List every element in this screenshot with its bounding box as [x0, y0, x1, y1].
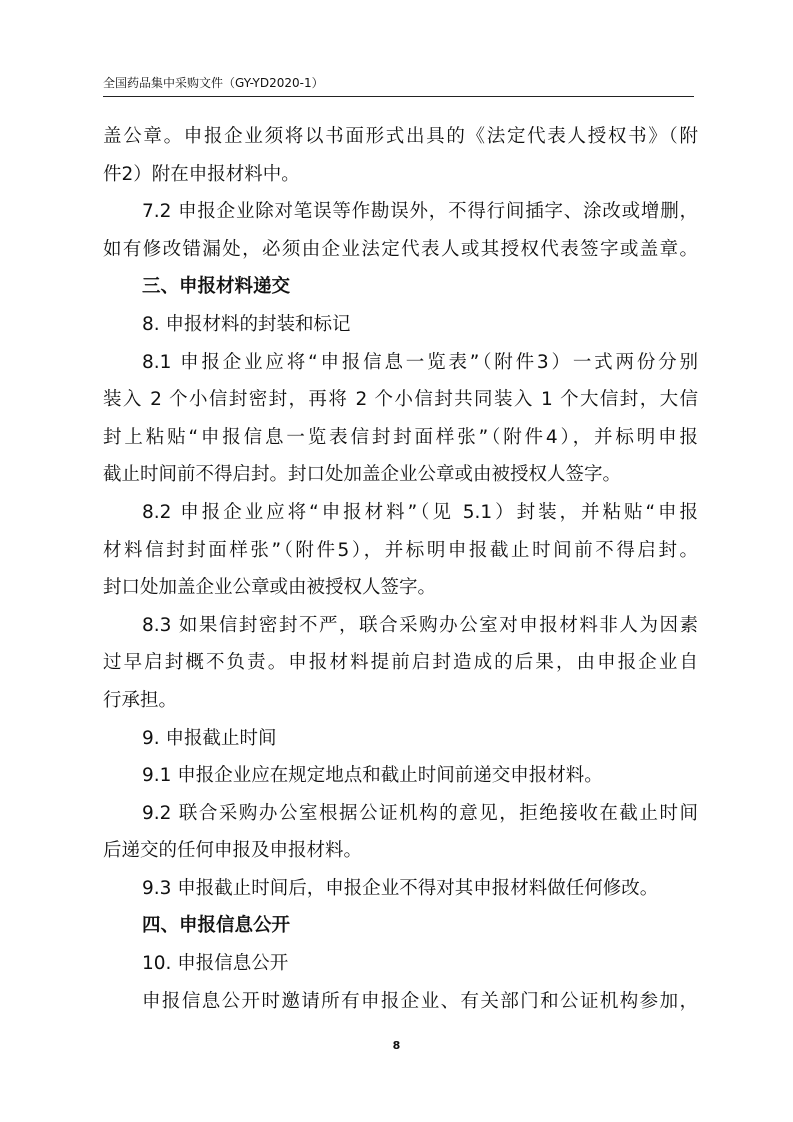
body-line: 封上粘贴“申报信息一览表信封封面样张”（附件4），并标明申报	[103, 426, 698, 448]
subsection-heading: 9. 申报截止时间	[142, 727, 277, 749]
body-line: 如有修改错漏处，必须由企业法定代表人或其授权代表签字或盖章。	[103, 238, 698, 260]
section-heading: 三、申报材料递交	[142, 276, 291, 298]
body-line: 申报信息公开时邀请所有申报企业、有关部门和公证机构参加，	[142, 990, 698, 1012]
page-number: 8	[392, 1039, 401, 1052]
body-line: 后递交的任何申报及申报材料。	[103, 840, 363, 862]
section-heading: 四、申报信息公开	[142, 915, 291, 937]
body-line: 8.3 如果信封密封不严，联合采购办公室对申报材料非人为因素	[142, 614, 698, 636]
header-divider	[103, 96, 694, 97]
body-line: 盖公章。申报企业须将以书面形式出具的《法定代表人授权书》（附	[103, 126, 698, 147]
body-line: 封口处加盖企业公章或由被授权人签字。	[103, 577, 437, 599]
document-header: 全国药品集中采购文件（GY-YD2020-1）	[103, 76, 324, 90]
body-line: 行承担。	[103, 689, 178, 711]
body-line: 9.3 申报截止时间后，申报企业不得对其申报材料做任何修改。	[142, 877, 659, 899]
body-line: 过早启封概不负责。申报材料提前启封造成的后果，由申报企业自	[103, 652, 698, 674]
document-body	[103, 118, 698, 1020]
subsection-heading: 10. 申报信息公开	[142, 953, 289, 975]
body-line: 9.1 申报企业应在规定地点和截止时间前递交申报材料。	[142, 765, 603, 787]
body-line: 7.2 申报企业除对笔误等作勘误外，不得行间插字、涂改或增删，	[142, 201, 698, 223]
body-line: 8.1 申报企业应将“申报信息一览表”（附件3）一式两份分别	[142, 351, 698, 373]
body-line: 件2）附在申报材料中。	[103, 163, 300, 185]
subsection-heading: 8. 申报材料的封装和标记	[142, 313, 351, 335]
body-line: 装入 2 个小信封密封，再将 2 个小信封共同装入 1 个大信封，大信	[103, 389, 698, 411]
body-line: 截止时间前不得启封。封口处加盖企业公章或由被授权人签字。	[103, 464, 622, 486]
body-line: 9.2 联合采购办公室根据公证机构的意见，拒绝接收在截止时间	[142, 802, 698, 824]
body-line: 8.2 申报企业应将“申报材料”（见 5.1）封装，并粘贴“申报	[142, 501, 698, 523]
body-line: 材料信封封面样张”（附件5），并标明申报截止时间前不得启封。	[103, 539, 698, 561]
